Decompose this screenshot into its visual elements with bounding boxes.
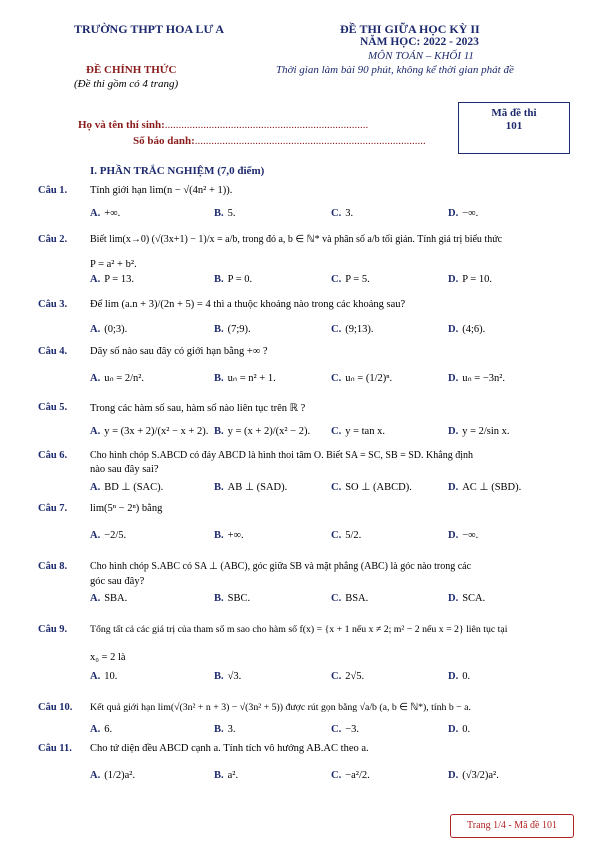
option-letter: B. — [214, 426, 224, 437]
q6-text: Cho hình chóp S.ABCD có đáy ABCD là hình thoi tâm O. Biết SA = SC, SB = SD. Khẳng định — [90, 450, 473, 461]
q8-option-c[interactable]: C. BSA. — [331, 593, 369, 604]
q7-option-a[interactable]: A. −2/5. — [90, 530, 127, 541]
option-letter: A. — [90, 208, 101, 219]
q4-number: Câu 4. — [38, 346, 68, 357]
option-letter: D. — [448, 770, 459, 781]
q2-option-b[interactable]: B. P = 0. — [214, 274, 253, 285]
q2-option-d[interactable]: D. P = 10. — [448, 274, 492, 285]
q11-option-b[interactable]: B. a². — [214, 770, 239, 781]
q8-option-a[interactable]: A. SBA. — [90, 593, 128, 604]
q6-option-a[interactable]: A. BD ⊥ (SAC). — [90, 482, 164, 493]
option-letter: D. — [448, 530, 459, 541]
q7-text: lim(5ⁿ − 2ⁿ) bằng — [90, 503, 163, 514]
option-letter: A. — [90, 274, 101, 285]
option-letter: D. — [448, 373, 459, 384]
q10-text: Kết quả giới hạn lim(√(3n² + n + 3) − √(3n² + 5)) được rút gọn bằng √a/b (a, b ∈ ℕ*), tính b − a. — [90, 702, 471, 713]
q8-option-b[interactable]: B. SBC. — [214, 593, 251, 604]
q3-number: Câu 3. — [38, 299, 68, 310]
q2-number: Câu 2. — [38, 234, 68, 245]
q8-text-cont: góc sau đây? — [90, 576, 145, 587]
q5-option-d[interactable]: D. y = 2/sin x. — [448, 426, 510, 437]
q10-option-a[interactable]: A. 6. — [90, 724, 113, 735]
q10-option-c[interactable]: C. −3. — [331, 724, 360, 735]
option-letter: A. — [90, 373, 101, 384]
id-field[interactable] — [133, 135, 426, 147]
option-letter: C. — [331, 482, 342, 493]
q11-option-c[interactable]: C. −a²/2. — [331, 770, 370, 781]
option-letter: A. — [90, 593, 101, 604]
option-letter: C. — [331, 530, 342, 541]
q8-number: Câu 8. — [38, 561, 68, 572]
option-letter: B. — [214, 373, 224, 384]
option-letter: B. — [214, 324, 224, 335]
official-label: ĐỀ CHÍNH THỨC — [86, 64, 177, 76]
name-field[interactable] — [78, 119, 368, 131]
q4-option-d[interactable]: D. uₙ = −3n². — [448, 373, 506, 384]
option-letter: A. — [90, 530, 101, 541]
q1-option-b[interactable]: B. 5. — [214, 208, 236, 219]
q7-option-d[interactable]: D. −∞. — [448, 530, 479, 541]
option-letter: D. — [448, 482, 459, 493]
option-letter: A. — [90, 324, 101, 335]
q7-option-b[interactable]: B. +∞. — [214, 530, 244, 541]
exam-title: ĐỀ THI GIỮA HỌC KỲ II — [340, 22, 480, 36]
exam-code: 101 — [505, 120, 523, 132]
school-year: NĂM HỌC: 2022 - 2023 — [360, 36, 479, 48]
q6-option-c[interactable]: C. SO ⊥ (ABCD). — [331, 482, 412, 493]
option-letter: D. — [448, 324, 459, 335]
q4-text: Dãy số nào sau đây có giới hạn bằng +∞ ? — [90, 346, 268, 357]
q4-option-a[interactable]: A. uₙ = 2/n². — [90, 373, 145, 384]
option-letter: A. — [90, 426, 101, 437]
q5-option-b[interactable]: B. y = (x + 2)/(x² − 2). — [214, 426, 311, 437]
q3-option-c[interactable]: C. (9;13). — [331, 324, 374, 335]
q9-option-d[interactable]: D. 0. — [448, 671, 471, 682]
q4-option-c[interactable]: C. uₙ = (1/2)ⁿ. — [331, 373, 393, 384]
q10-option-b[interactable]: B. 3. — [214, 724, 236, 735]
option-letter: B. — [214, 530, 224, 541]
option-letter: B. — [214, 274, 224, 285]
q9-text: Tổng tất cả các giá trị của tham số m sao cho hàm số f(x) = {x + 1 nếu x ≠ 2; m² − 2 nếu x = 2} liên tục tại — [90, 624, 508, 635]
q1-option-c[interactable]: C. 3. — [331, 208, 354, 219]
q1-text: Tính giới hạn lim(n − √(4n² + 1)). — [90, 185, 233, 196]
q3-text: Để lim (a.n + 3)/(2n + 5) = 4 thì a thuộc khoảng nào trong các khoảng sau? — [90, 299, 406, 310]
section-title: I. PHẦN TRẮC NGHIỆM (7,0 điểm) — [90, 165, 265, 177]
option-letter: C. — [331, 593, 342, 604]
q1-option-a[interactable]: A. +∞. — [90, 208, 121, 219]
q9-option-c[interactable]: C. 2√5. — [331, 671, 365, 682]
option-letter: D. — [448, 593, 459, 604]
option-letter: C. — [331, 724, 342, 735]
option-letter: C. — [331, 208, 342, 219]
q7-number: Câu 7. — [38, 503, 68, 514]
q6-option-d[interactable]: D. AC ⊥ (SBD). — [448, 482, 522, 493]
q6-number: Câu 6. — [38, 450, 68, 461]
q10-option-d[interactable]: D. 0. — [448, 724, 471, 735]
id-dots: .................................................................................... — [194, 135, 426, 147]
q3-option-b[interactable]: B. (7;9). — [214, 324, 251, 335]
q11-text: Cho tứ diện đều ABCD cạnh a. Tính tích vô hướng AB.AC theo a. — [90, 743, 369, 754]
q11-option-d[interactable]: D. (√3/2)a². — [448, 770, 499, 781]
option-letter: B. — [214, 724, 224, 735]
option-letter: D. — [448, 426, 459, 437]
option-letter: C. — [331, 274, 342, 285]
q7-option-c[interactable]: C. 5/2. — [331, 530, 362, 541]
option-letter: B. — [214, 770, 224, 781]
subject: MÔN TOÁN – KHỐI 11 — [368, 50, 474, 62]
option-letter: C. — [331, 324, 342, 335]
option-letter: D. — [448, 274, 459, 285]
q9-option-a[interactable]: A. 10. — [90, 671, 118, 682]
option-letter: C. — [331, 426, 342, 437]
option-letter: C. — [331, 373, 342, 384]
option-letter: C. — [331, 770, 342, 781]
name-label: Họ và tên thí sinh: — [78, 119, 165, 131]
q3-option-a[interactable]: A. (0;3). — [90, 324, 128, 335]
q5-option-c[interactable]: C. y = tan x. — [331, 426, 385, 437]
q9-text-cont: x₀ = 2 là — [90, 652, 126, 663]
option-letter: D. — [448, 208, 459, 219]
option-letter: C. — [331, 671, 342, 682]
option-letter: A. — [90, 724, 101, 735]
option-letter: D. — [448, 671, 459, 682]
school-name: TRƯỜNG THPT HOA LƯ A — [74, 22, 225, 36]
option-letter: A. — [90, 671, 101, 682]
name-dots: .......................................................................... — [164, 119, 369, 131]
q5-option-a[interactable]: A. y = (3x + 2)/(x² − x + 2). — [90, 426, 209, 437]
exam-code-label: Mã đề thi — [491, 107, 537, 119]
q1-number: Câu 1. — [38, 185, 68, 196]
q4-option-b[interactable]: B. uₙ = n² + 1. — [214, 373, 276, 384]
q1-option-d[interactable]: D. −∞. — [448, 208, 479, 219]
q3-option-d[interactable]: D. (4;6). — [448, 324, 486, 335]
option-letter: B. — [214, 482, 224, 493]
page-footer: Trang 1/4 - Mã đề 101 — [450, 814, 574, 838]
q2-option-c[interactable]: C. P = 5. — [331, 274, 370, 285]
option-letter: A. — [90, 770, 101, 781]
q9-number: Câu 9. — [38, 624, 68, 635]
q6-option-b[interactable]: B. AB ⊥ (SAD). — [214, 482, 288, 493]
id-label: Số báo danh: — [133, 135, 195, 147]
option-letter: A. — [90, 482, 101, 493]
q8-option-d[interactable]: D. SCA. — [448, 593, 486, 604]
q2-text-cont: P = a² + b². — [90, 259, 137, 270]
q2-text: Biết lim(x→0) (√(3x+1) − 1)/x = a/b, trong đó a, b ∈ ℕ* và phân số a/b tối giản. Tính giá trị biểu thức — [90, 234, 503, 245]
q11-number: Câu 11. — [38, 743, 72, 754]
q8-text: Cho hình chóp S.ABC có SA ⊥ (ABC), góc giữa SB và mặt phẳng (ABC) là góc nào trong các — [90, 561, 472, 572]
q5-text: Trong các hàm số sau, hàm số nào liên tục trên ℝ ? — [90, 403, 306, 414]
q10-number: Câu 10. — [38, 702, 73, 713]
exam-code-box — [458, 102, 570, 154]
q9-option-b[interactable]: B. √3. — [214, 671, 242, 682]
q11-option-a[interactable]: A. (1/2)a². — [90, 770, 136, 781]
option-letter: B. — [214, 671, 224, 682]
option-letter: B. — [214, 208, 224, 219]
q2-option-a[interactable]: A. P = 13. — [90, 274, 134, 285]
option-letter: D. — [448, 724, 459, 735]
option-letter: B. — [214, 593, 224, 604]
pages-note: (Đề thi gồm có 4 trang) — [74, 78, 179, 90]
q6-text-cont: nào sau đây sai? — [90, 464, 159, 475]
q5-number: Câu 5. — [38, 402, 68, 413]
time-note: Thời gian làm bài 90 phút, không kể thời gian phát đề — [276, 64, 514, 76]
